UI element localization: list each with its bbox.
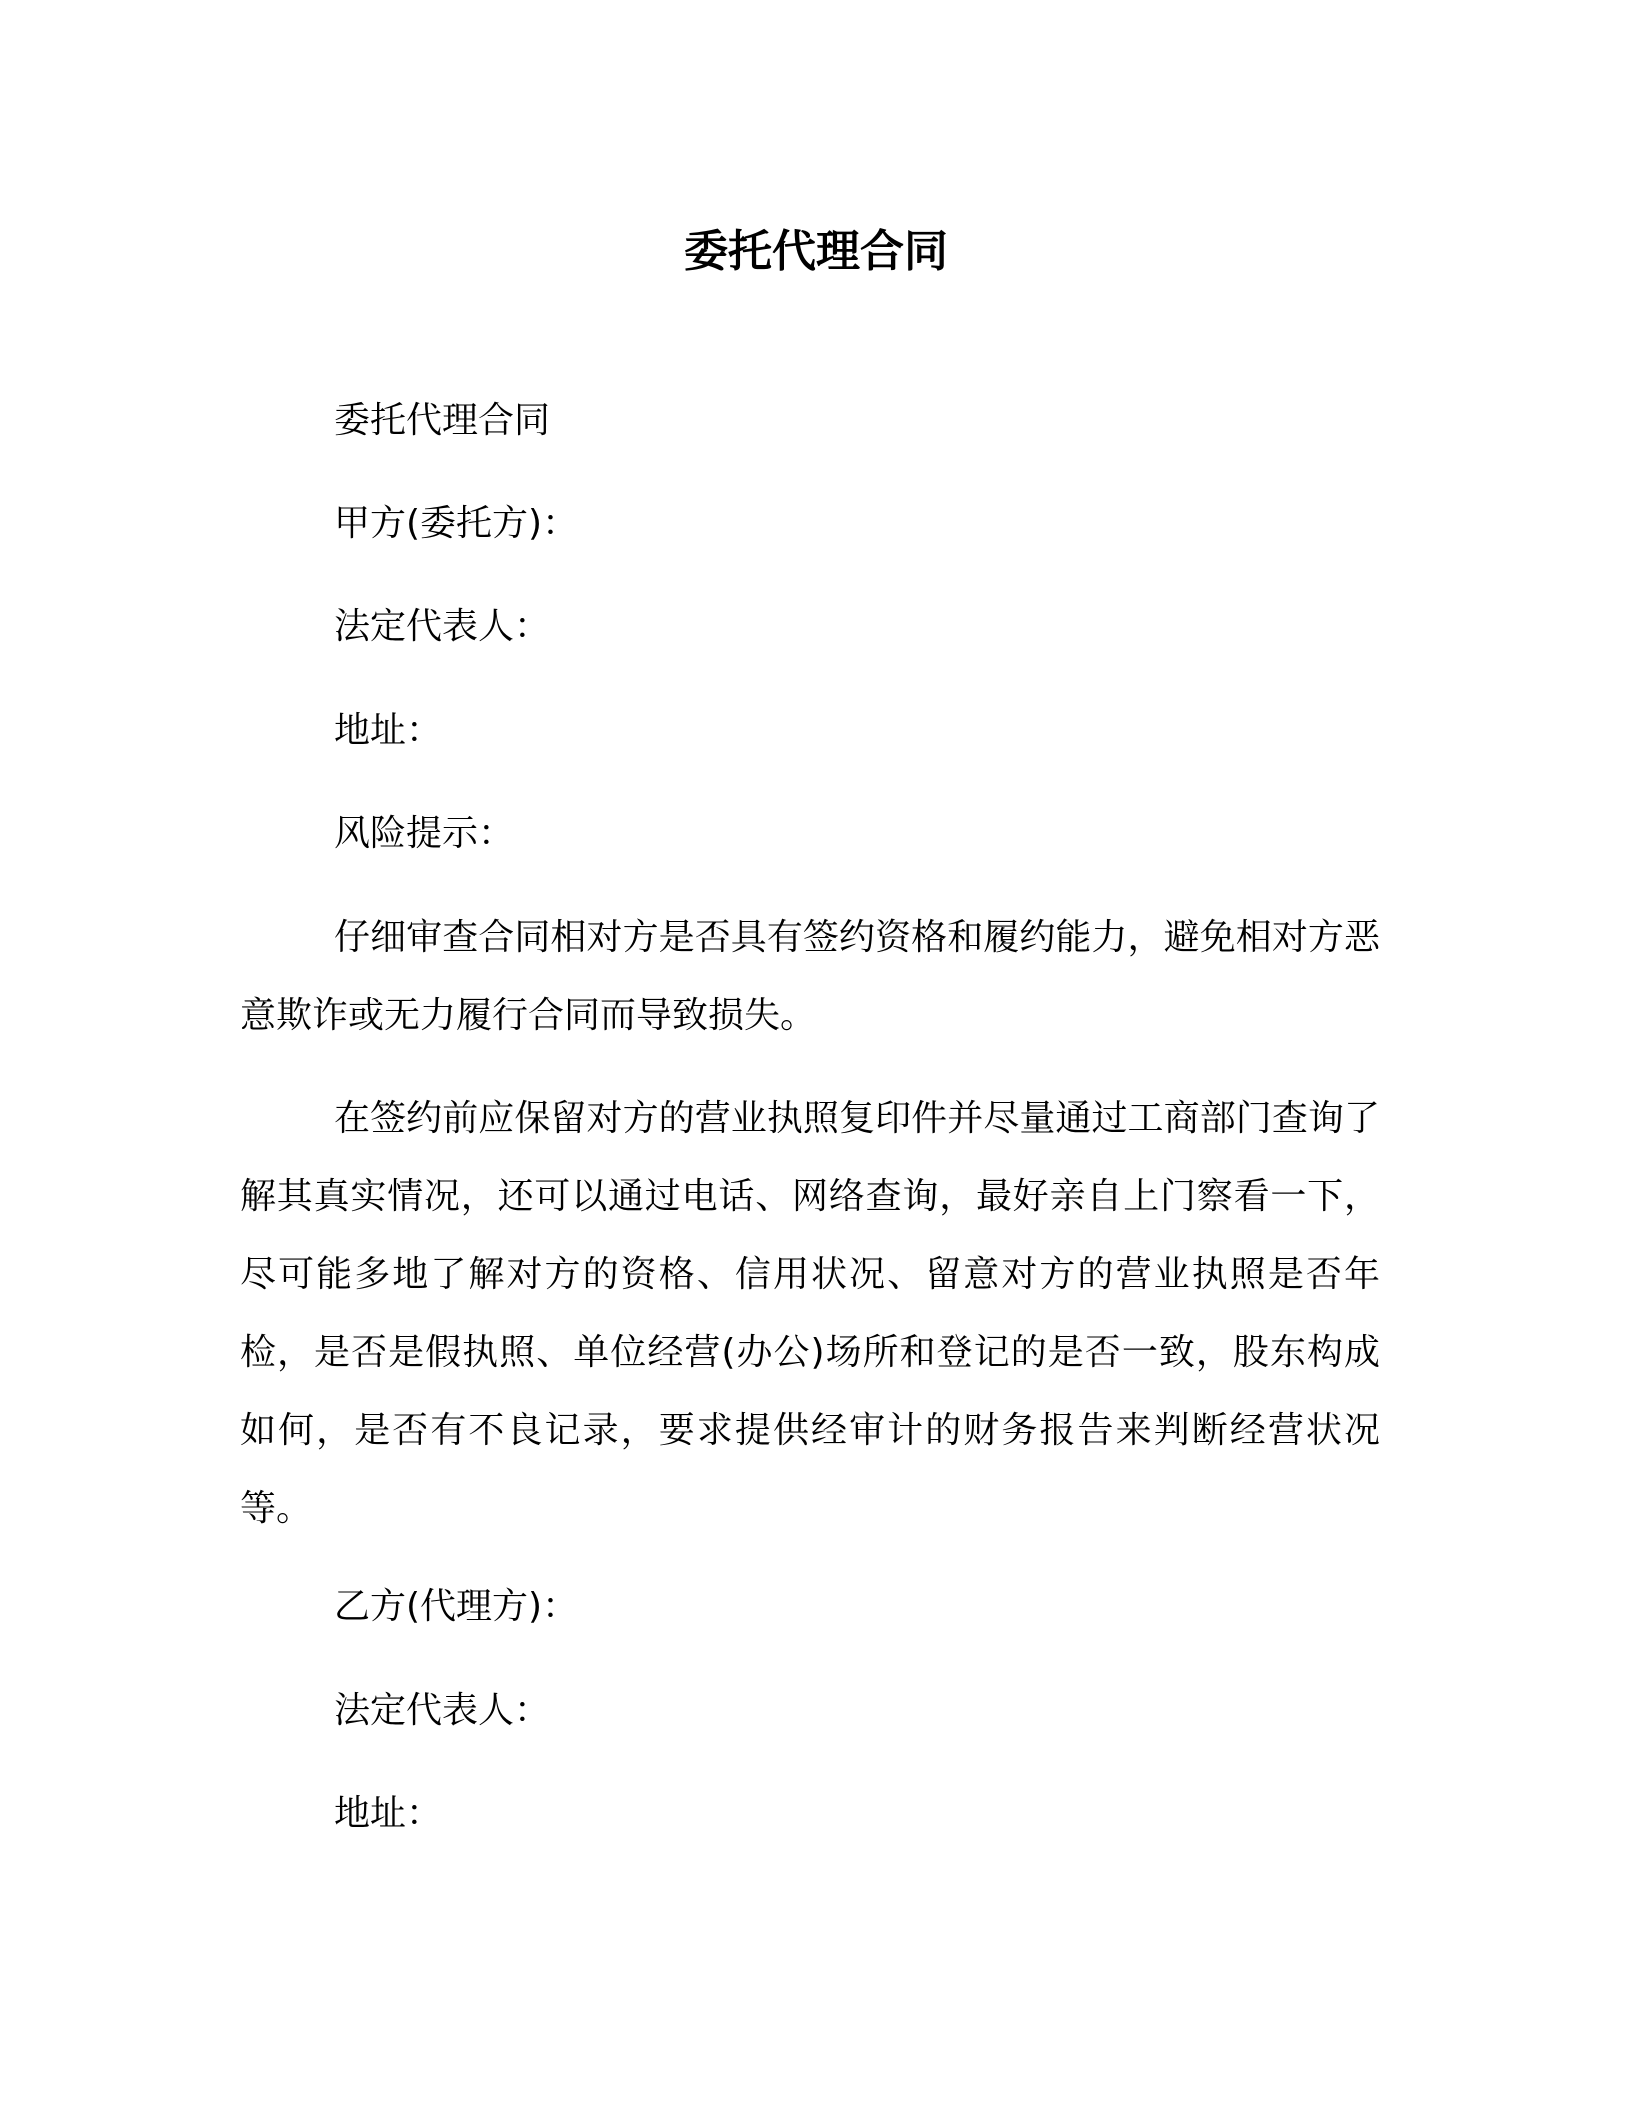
subtitle: 委托代理合同 — [334, 400, 551, 441]
party-a-label: 甲方(委托方)： — [334, 503, 579, 544]
risk-paragraph-1: 仔细审查合同相对方是否具有签约资格和履约能力，避免相对方恶意欺诈或无力履行合同而导致损失。 — [240, 917, 1380, 1036]
risk-paragraph-2: 在签约前应保留对方的营业执照复印件并尽量通过工商部门查询了解其真实情况，还可以通过电话、网络查询，最好亲自上门察看一下，尽可能多地了解对方的资格、信用状况、留意对方的营业执照是否年检，是否是假执照、单位经营(办公)场所和登记的是否一致，股东构成如何，是否有不良记录，要求提供经审计的财务报告来判断经营状况等。 — [240, 1098, 1380, 1529]
page-title: 委托代理合同 — [684, 226, 948, 277]
party-a-legal-rep: 法定代表人： — [334, 606, 551, 647]
party-b-address: 地址： — [334, 1793, 443, 1834]
risk-label: 风险提示： — [334, 813, 515, 854]
party-b-label: 乙方(代理方)： — [334, 1586, 579, 1627]
party-b-legal-rep: 法定代表人： — [334, 1690, 551, 1731]
party-a-address: 地址： — [334, 710, 443, 751]
